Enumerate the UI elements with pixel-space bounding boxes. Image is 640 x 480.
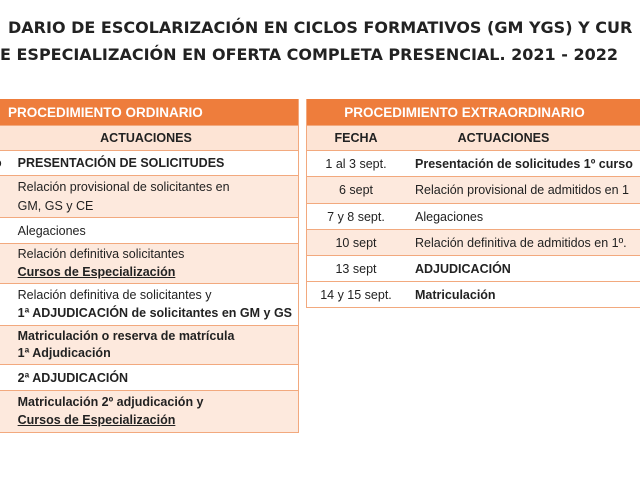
row-act: Relación definitiva de admitidos en 1º. [405, 230, 640, 256]
table-row [0, 176, 299, 218]
row-text [2, 244, 299, 284]
table-row [0, 326, 299, 365]
row-line-2: Cursos de Especialización [17, 265, 176, 279]
row-fecha: 7 y 8 sept. [307, 204, 406, 230]
extraordinario-header: PROCEDIMIENTO EXTRAORDINARIO [307, 99, 640, 126]
row-fecha: 13 sept [307, 256, 406, 282]
row-fecha: 14 y 15 sept. [307, 282, 406, 308]
table-row [0, 244, 299, 284]
row-line-1: Matriculación 2º adjudicación y [17, 395, 204, 409]
row-line-2: GM, GS y CE [17, 198, 94, 213]
row-line-1: Relación definitiva solicitantes [17, 247, 185, 261]
table-row [0, 218, 299, 244]
row-fecha: 10 sept [307, 230, 406, 256]
table-row [307, 204, 640, 230]
table-row [307, 177, 640, 204]
row-fecha: 1 al 3 sept. [307, 151, 406, 177]
ordinario-header [0, 99, 299, 126]
table-row [0, 365, 299, 391]
row-text [2, 326, 299, 365]
row-line-1: Relación provisional de solicitantes en [17, 179, 230, 194]
row-line-2: 1ª ADJUDICACIÓN de solicitantes en GM y GS [17, 306, 292, 320]
row-act: Relación provisional de admitidos en 1 [405, 177, 640, 204]
page-title [0, 14, 640, 68]
row-text [2, 391, 299, 433]
row-line-2: 1ª Adjudicación [17, 346, 111, 360]
row-line-1: Relación definitiva de solicitantes y [17, 288, 212, 302]
row-line-1: Matriculación o reserva de matrícula [17, 329, 235, 343]
row-text: PRESENTACIÓN DE SOLICITUDES [2, 151, 299, 176]
row-text: 2ª ADJUDICACIÓN [2, 365, 299, 391]
table-row [307, 230, 640, 256]
ordinario-col-header: ACTUACIONES [0, 126, 299, 151]
row-act: ADJUDICACIÓN [405, 256, 640, 282]
ordinario-table [0, 99, 299, 433]
table-row [307, 256, 640, 282]
row-act: Matriculación [405, 282, 640, 308]
row-act: Presentación de solicitudes 1º curso [405, 151, 640, 177]
table-row [307, 151, 640, 177]
row-text [2, 176, 299, 218]
ordinario-header-label: PROCEDIMIENTO ORDINARIO [8, 104, 203, 120]
table-row [0, 391, 299, 433]
table-row [0, 151, 299, 176]
col-actuaciones: ACTUACIONES [405, 126, 640, 151]
table-row [307, 282, 640, 308]
table-row [0, 284, 299, 326]
title-line-2: E ESPECIALIZACIÓN EN OFERTA COMPLETA PRESENCIAL. 2021 - 2022 [0, 45, 618, 64]
row-act: Alegaciones [405, 204, 640, 230]
row-text [2, 284, 299, 326]
col-fecha: FECHA [307, 126, 406, 151]
title-line-1: DARIO DE ESCOLARIZACIÓN EN CICLOS FORMATIVOS (GM YGS) Y CUR [8, 18, 633, 37]
row-text: Alegaciones [2, 218, 299, 244]
row-fecha: 6 sept [307, 177, 406, 204]
row-line-2: Cursos de Especialización [17, 413, 176, 427]
extraordinario-table [306, 99, 640, 308]
